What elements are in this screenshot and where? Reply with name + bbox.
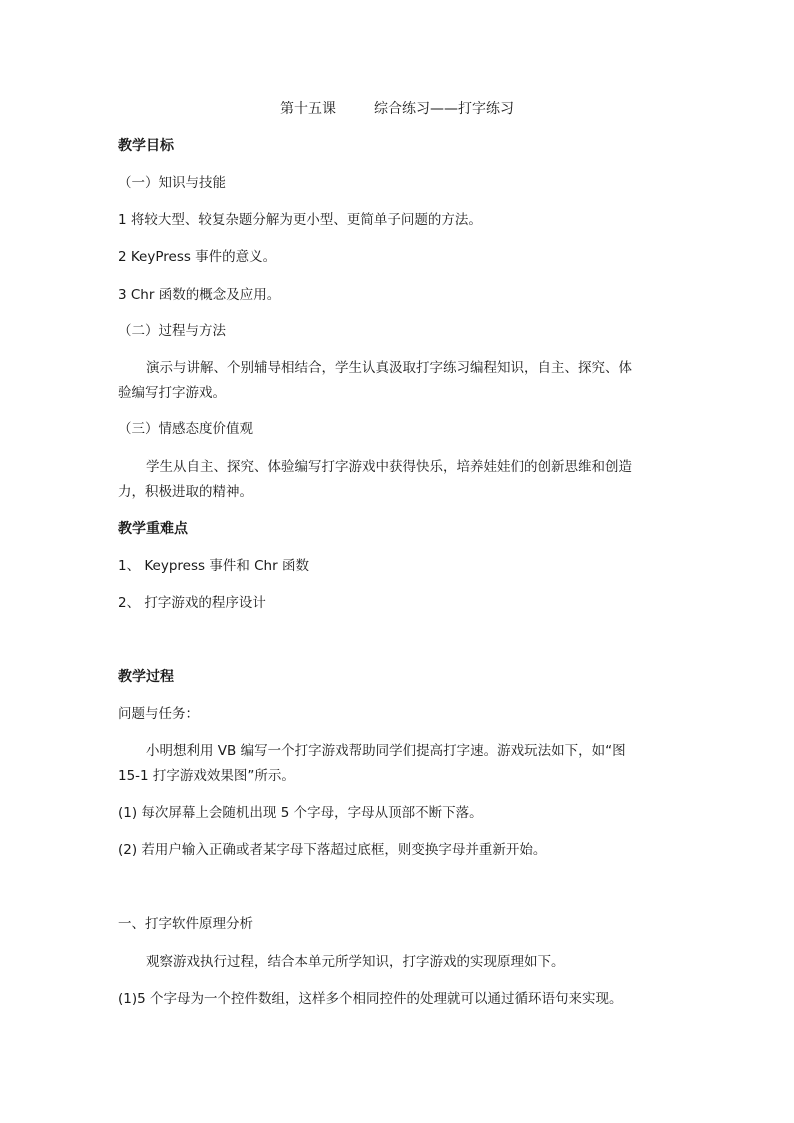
key-point-2: 2、 打字游戏的程序设计	[118, 595, 266, 611]
document-title	[0, 100, 794, 118]
key-points-heading: 教学重难点	[118, 521, 188, 537]
knowledge-skills-heading: （一）知识与技能	[118, 175, 226, 191]
analysis-point-1: (1)5 个字母为一个控件数组，这样多个相同控件的处理就可以通过循环语句来实现。	[118, 991, 623, 1007]
attitude-values-text-line2: 力，积极进取的精神。	[118, 484, 253, 500]
lesson-topic: 综合练习——打字练习	[374, 101, 514, 117]
game-rule-2: (2) 若用户输入正确或者某字母下落超过底框，则变换字母并重新开始。	[118, 842, 547, 858]
process-method-text-line2: 验编写打字游戏。	[118, 385, 226, 401]
attitude-values-heading: （三）情感态度价值观	[118, 421, 253, 437]
question-task-label: 问题与任务：	[118, 706, 199, 722]
lesson-number: 第十五课	[280, 101, 336, 117]
knowledge-item-3: 3 Chr 函数的概念及应用。	[118, 287, 281, 303]
attitude-values-text-line1: 学生从自主、探究、体验编写打字游戏中获得快乐，培养娃娃们的创新思维和创造	[146, 459, 632, 475]
process-method-heading: （二）过程与方法	[118, 323, 226, 339]
analysis-heading: 一、打字软件原理分析	[118, 916, 253, 932]
process-intro-line2: 15-1 打字游戏效果图”所示。	[118, 768, 295, 784]
process-intro-line1: 小明想利用 VB 编写一个打字游戏帮助同学们提高打字速。游戏玩法如下，如“图	[146, 743, 626, 759]
knowledge-item-1: 1 将较大型、较复杂题分解为更小型、更简单子问题的方法。	[118, 212, 482, 228]
game-rule-1: (1) 每次屏幕上会随机出现 5 个字母，字母从顶部不断下落。	[118, 805, 483, 821]
key-point-1: 1、 Keypress 事件和 Chr 函数	[118, 558, 309, 574]
analysis-intro: 观察游戏执行过程，结合本单元所学知识，打字游戏的实现原理如下。	[146, 954, 565, 970]
knowledge-item-2: 2 KeyPress 事件的意义。	[118, 249, 277, 265]
objectives-heading: 教学目标	[118, 138, 174, 154]
process-method-text-line1: 演示与讲解、个别辅导相结合，学生认真汲取打字练习编程知识，自主、探究、体	[146, 360, 632, 376]
teaching-process-heading: 教学过程	[118, 669, 174, 685]
